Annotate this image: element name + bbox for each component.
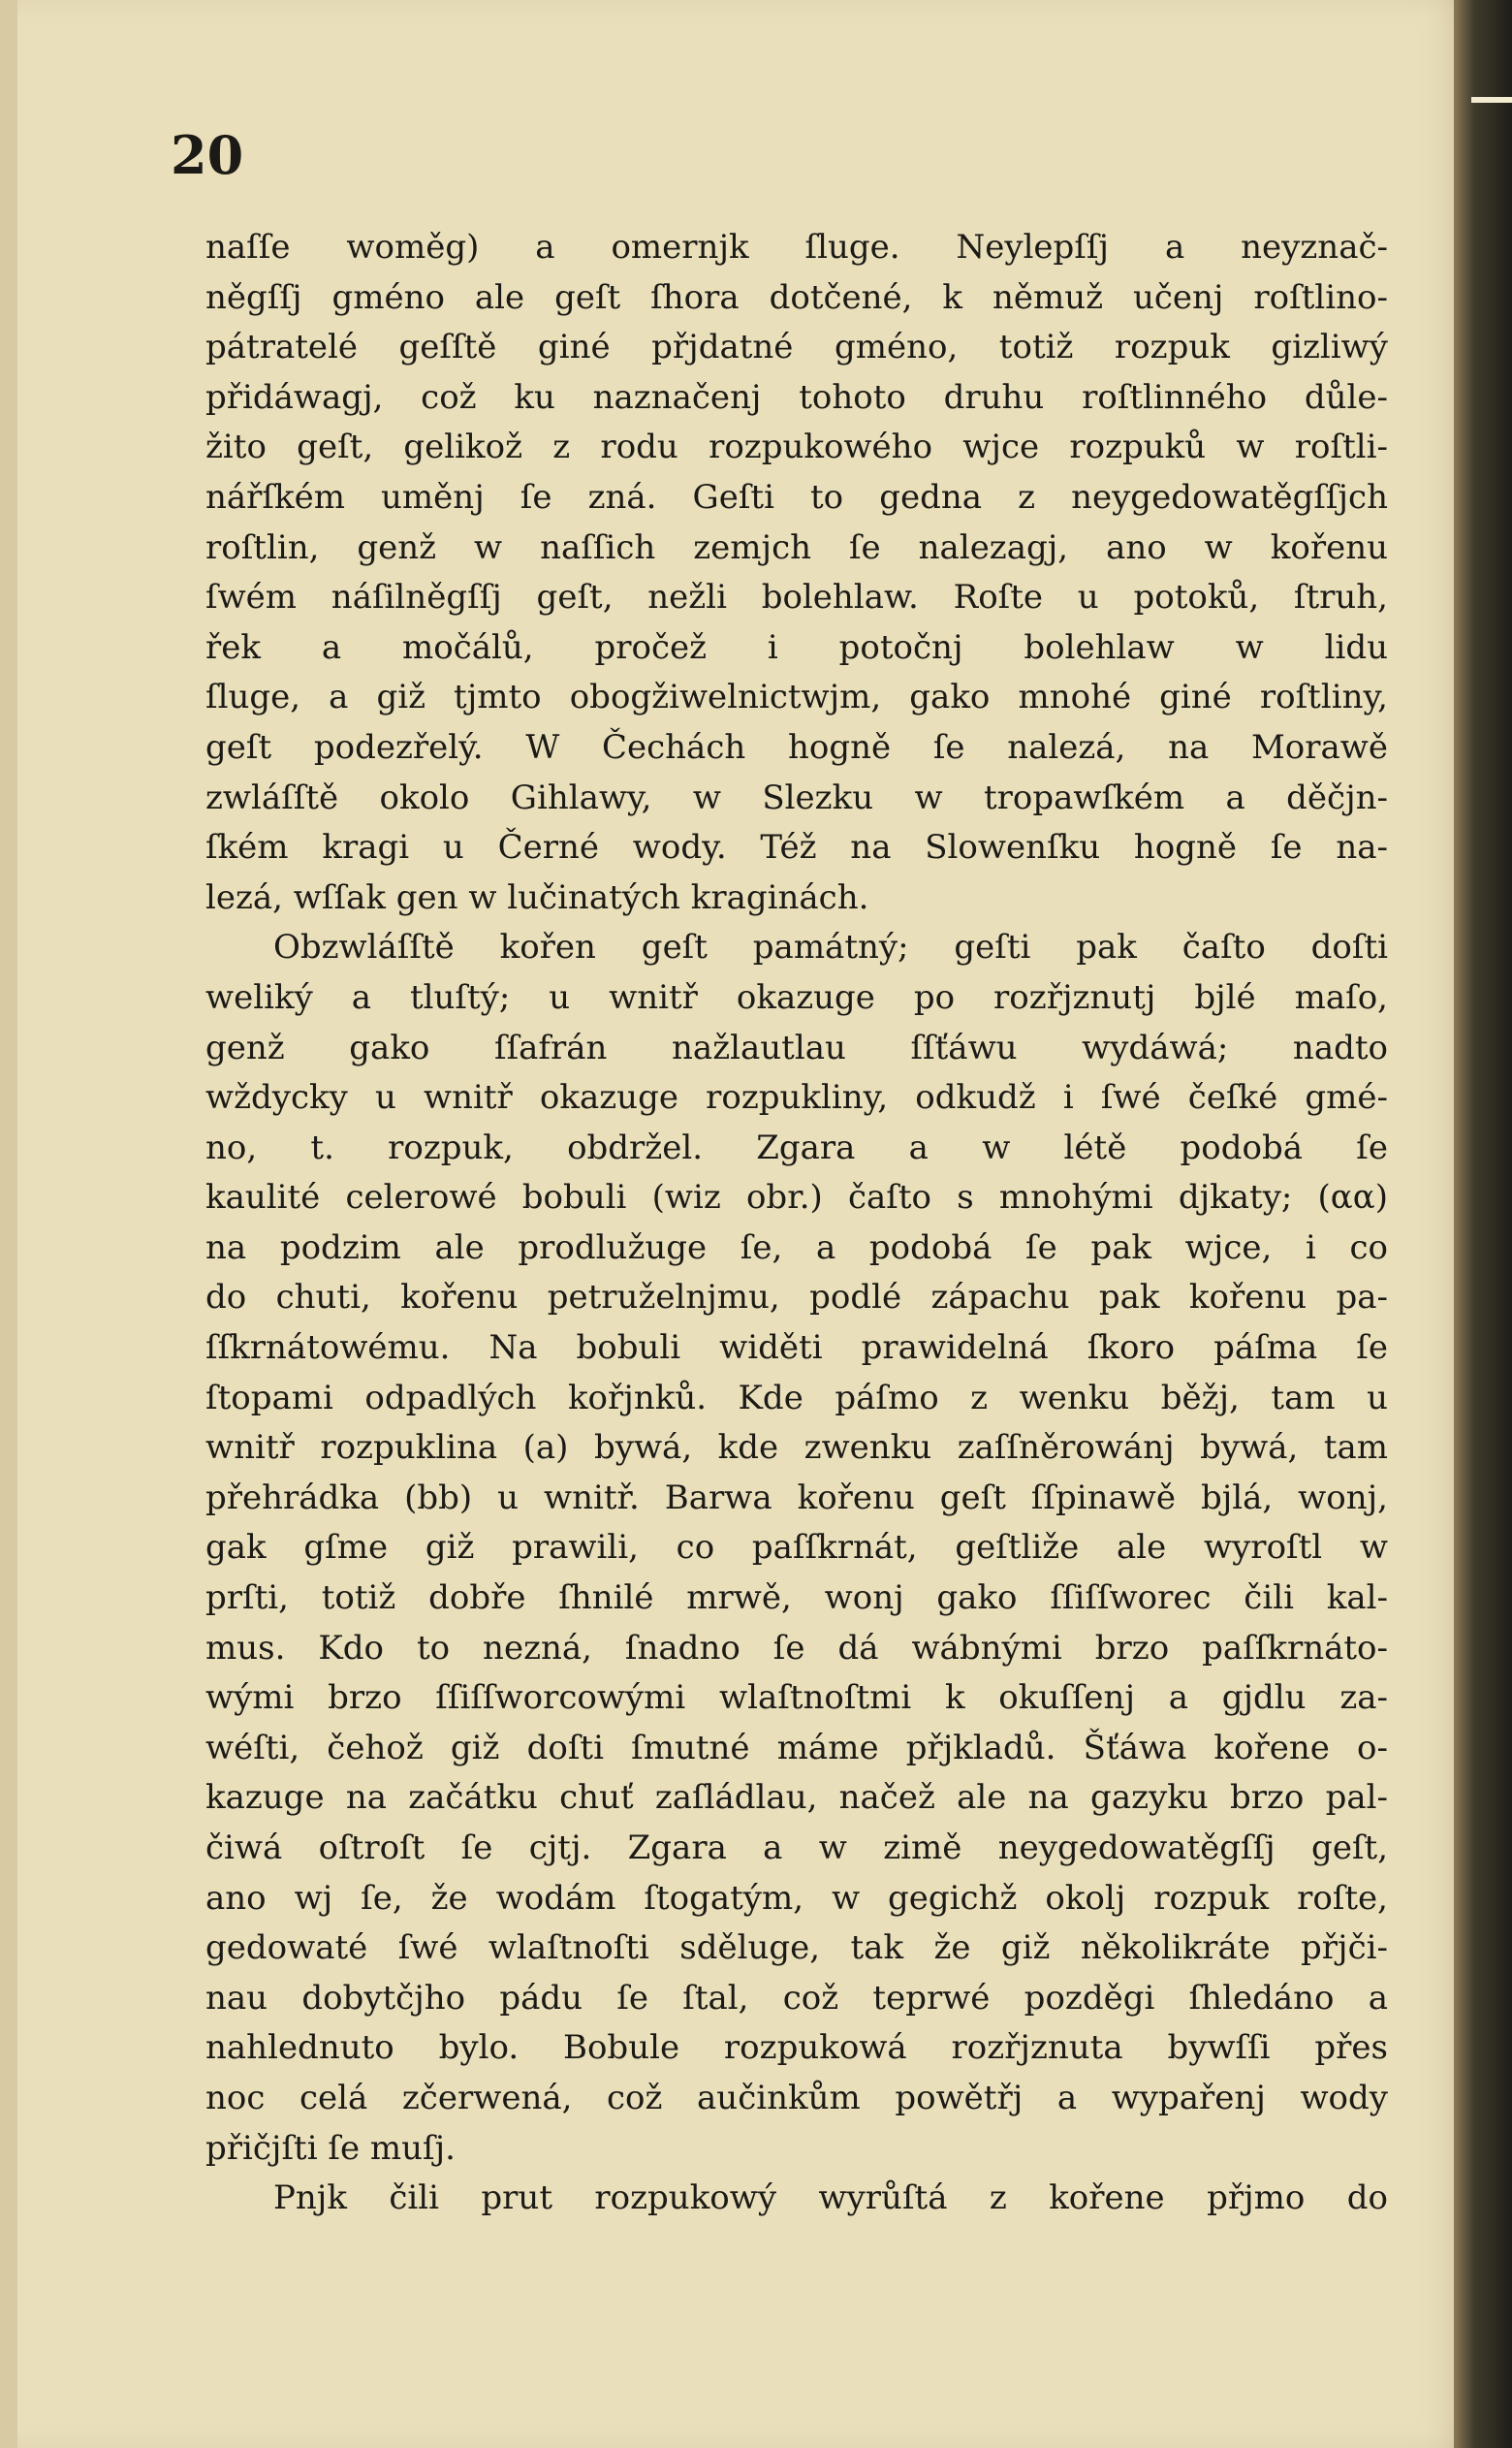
text-line: gak gſme giž prawili, co paſſkrnát, geſtliže ale wyroſtl w bbox=[205, 1528, 1388, 1568]
text-line: přičjſti ſe muſj. bbox=[205, 2128, 456, 2168]
text-line: pátratelé geſſtě giné přjdatné gméno, totiž rozpuk gizliwý bbox=[205, 328, 1388, 367]
text-line: nářſkém uměnj ſe zná. Geſti to gedna z neygedowatěgſſjch bbox=[205, 477, 1388, 517]
text-line: roſtlin, genž w naſſich zemjch ſe nalezagj, ano w kořenu bbox=[205, 527, 1388, 567]
text-line: wnitř rozpuklina (a) bywá, kde zwenku zaſſněrowánj bywá, tam bbox=[205, 1428, 1388, 1468]
page-edge-shadow bbox=[1454, 0, 1512, 2448]
text-line: žito geſt, gelikož z rodu rozpukowého wjce rozpuků w roſtli- bbox=[205, 428, 1388, 467]
text-line: ano wj ſe, že wodám ſtogatým, w gegichž okolj rozpuk roſte, bbox=[205, 1878, 1388, 1918]
text-line: Obzwláſſtě kořen geſt památný; geſti pak čaſto doſti bbox=[273, 928, 1388, 968]
text-line: noc celá zčerwená, což aučinkům powětřj a wypařenj wody bbox=[205, 2078, 1388, 2117]
text-line: ſtopami odpadlých kořjnků. Kde páſmo z wenku běžj, tam u bbox=[205, 1378, 1388, 1417]
text-line: geſt podezřelý. W Čechách hogně ſe nalezá, na Morawě bbox=[205, 727, 1388, 767]
text-line: do chuti, kořenu petruželnjmu, podlé zápachu pak kořenu pa- bbox=[205, 1278, 1388, 1318]
text-line: zwláſſtě okolo Gihlawy, w Slezku w tropawſkém a děčjn- bbox=[205, 778, 1388, 817]
text-line: genž gako ſſafrán nažlautlau ſſťáwu wydáwá; nadto bbox=[205, 1028, 1388, 1067]
text-line: řek a močálů, pročež i potočnj bolehlaw w lidu bbox=[205, 627, 1388, 667]
text-line: wždycky u wnitř okazuge rozpukliny, odkudž i ſwé čeſké gmé- bbox=[205, 1078, 1388, 1118]
body-text bbox=[205, 223, 1388, 2224]
text-line: kaulité celerowé bobuli (wiz obr.) čaſto s mnohými djkaty; (αα) bbox=[205, 1178, 1388, 1218]
text-line: wými brzo ſſiſſworcowými wlaſtnoſtmi k okuſſenj a gjdlu za- bbox=[205, 1678, 1388, 1718]
text-line: ſluge, a giž tjmto obogžiwelnictwjm, gako mnohé giné roſtliny, bbox=[205, 678, 1388, 717]
text-line: weliký a tluſtý; u wnitř okazuge po rozřjznutj bjlé maſo, bbox=[205, 977, 1388, 1017]
text-line: ſſkrnátowému. Na bobuli widěti prawidelná ſkoro páſma ſe bbox=[205, 1328, 1388, 1368]
text-line: ſkém kragi u Černé wody. Též na Slowenſku hogně ſe na- bbox=[205, 828, 1388, 868]
text-line: nau dobytčjho pádu ſe ſtal, což teprwé pozděgi ſhledáno a bbox=[205, 1978, 1388, 2018]
text-line: lezá, wſſak gen w lučinatých kraginách. bbox=[205, 877, 869, 917]
text-line: ſwém náſilněgſſj geſt, nežli bolehlaw. Roſte u potoků, ſtruh, bbox=[205, 578, 1388, 618]
page-number: 20 bbox=[171, 124, 244, 186]
text-line: prſti, totiž dobře ſhnilé mrwě, wonj gako ſſiſſworec čili kal- bbox=[205, 1578, 1388, 1618]
text-line: kazuge na začátku chuť zaſládlau, načež ale na gazyku brzo pal- bbox=[205, 1778, 1388, 1818]
text-line: naſſe woměg) a omernjk ſluge. Neylepſſj a neyznač- bbox=[205, 228, 1388, 267]
text-line: Pnjk čili prut rozpukowý wyrůſtá z kořene přjmo do bbox=[273, 2178, 1388, 2218]
text-line: nahlednuto bylo. Bobule rozpukowá rozřjznuta bywſſi přes bbox=[205, 2028, 1388, 2068]
text-line: gedowaté ſwé wlaſtnoſti sděluge, tak že giž několikráte přjči- bbox=[205, 1928, 1388, 1968]
text-line: mus. Kdo to nezná, ſnadno ſe dá wábnými brzo paſſkrnáto- bbox=[205, 1628, 1388, 1668]
text-line: na podzim ale prodlužuge ſe, a podobá ſe pak wjce, i co bbox=[205, 1227, 1388, 1267]
text-line: čiwá oſtroſt ſe cjtj. Zgara a w zimě neygedowatěgſſj geſt, bbox=[205, 1828, 1388, 1867]
edge-mark bbox=[1471, 97, 1512, 103]
text-line: přehrádka (bb) u wnitř. Barwa kořenu geſt ſſpinawě bjlá, wonj, bbox=[205, 1478, 1388, 1517]
text-line: wéſti, čehož giž doſti ſmutné máme přjkladů. Šťáwa kořene o- bbox=[205, 1728, 1388, 1767]
text-line: něgſſj gméno ale geſt ſhora dotčené, k němuž učenj roſtlino- bbox=[205, 277, 1388, 317]
text-line: no, t. rozpuk, obdržel. Zgara a w létě podobá ſe bbox=[205, 1128, 1388, 1167]
text-line: přidáwagj, což ku naznačenj tohoto druhu roſtlinného důle- bbox=[205, 377, 1388, 417]
